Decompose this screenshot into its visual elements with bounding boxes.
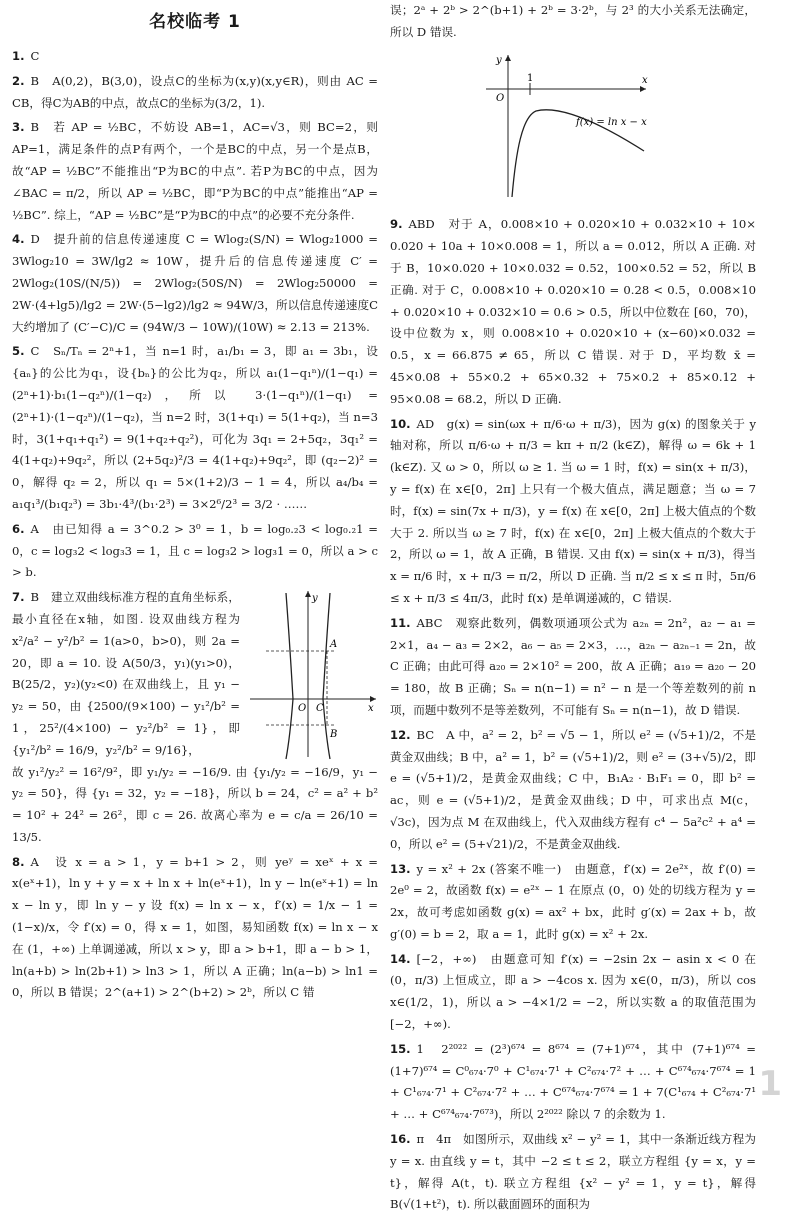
answer-13: [390, 859, 756, 946]
left-column: [12, 0, 378, 1007]
answer-number: 11.: [390, 615, 411, 630]
answer-10: [390, 414, 756, 610]
answer-1: [12, 46, 378, 68]
answer-12: [390, 725, 756, 856]
answer-text: π 4π 如图所示，双曲线 x² − y² = 1，其中一条渐近线方程为 y = x. 由直线 y = t，其中 −2 ≤ t ≤ 2，联立方程组 {y = x，y = t}，解得 A(t，t). 联立方程组 {x² − y² = 1，y = t}，解得 B(√(1+t²)，t). 所以截面圆环的面积为: [390, 1132, 756, 1212]
answer-number: 2.: [12, 73, 25, 88]
answer-15: [390, 1039, 756, 1126]
answer-9: [390, 214, 756, 410]
function-label: f(x) = ln x − x: [576, 116, 647, 128]
answer-7-text-top: [12, 587, 240, 761]
answer-number: 3.: [12, 120, 25, 135]
answer-text: BC A 中，a² = 2，b² = √5 − 1，所以 e² = (√5+1)/2，不是黄金双曲线；B 中，a² = 1，b² = (√5+1)/2，则 e² = (3+√5)/2，即 e = (√5+1)/2，是黄金双曲线；C 中，B₁A₂ · B₁F₁ = 0，即 b² = ac，则 e = (√5+1)/2，是黄金双曲线；D 中，可求出点 M(c，√3c)，因为点 M 在双曲线上，代入双曲线方程有 c⁴ − 5a²c² + a⁴ = 0，所以 e² = (5+√21)/2，不是黄金双曲线.: [390, 727, 756, 851]
answer-number: 16.: [390, 1132, 411, 1147]
tick-label-1: 1: [527, 72, 534, 84]
answer-number: 5.: [12, 344, 25, 359]
answer-text: ABD 对于 A，0.008×10 + 0.020×10 + 0.032×10 + 10× 0.020 + 10a + 10×0.008 = 1，所以 a = 0.012，所以 A 正确. 对于 B，10×0.020 + 10×0.032 = 0.52，100×0.52 = 52，所以 B 正确. 对于 C，0.008×10 + 0.020×10 = 0.28 < 0.5，0.008×10 + 0.020×10 + 0.032×10 = 0.6 > 0.5，所以中位数在 [60，70)，设中位数为 x，则 0.008×10 + 0.020×10 + (x−60)×0.032 = 0.5，x = 66.875 ≠ 65，所以 C 错误. 对于 D，平均数 x̄ = 45×0.08 + 55×0.2 + 65×0.32 + 75×0.2 + 85×0.12 + 95×0.08 = 68.2，所以 D 正确.: [390, 217, 756, 406]
answer-number: 12.: [390, 727, 411, 742]
answer-text: ABC 观察此数列，偶数项通项公式为 a₂ₙ = 2n²，a₂ − a₁ = 2×1，a₄ − a₃ = 2×2，a₆ − a₅ = 2×3，…，a₂ₙ − a₂ₙ₋₁ = 2n，故 C 正确；由此可得 a₂₀ = 2×10² = 200，故 A 正确；a₁₉ = a₂₀ − 20 = 180，故 B 正确；Sₙ = n(n−1) = n² − n 是一个等差数列的前 n 项，而题中数列不是等差数列，不可能有 Sₙ = n(n−1)，故 D 错误.: [390, 615, 756, 717]
point-label-c: C: [316, 703, 324, 715]
answer-text: D 提升前的信息传递速度 C = Wlog₂(S/N) = Wlog₂1000 = 3Wlog₂10 = 3W/lg2 ≈ 10W，提升后的信息传递速度 C′ = 2Wlog₂(10S/(N/5)) = 2Wlog₂(50S/N) = 2Wlog₂50000 = 2W·(4+lg5)/lg2 = 2W·(5−lg2)/lg2 ≈ 94W/3，所以信息传递速度C大约增加了 (C′−C)/C = (94W/3 − 10W)/(10W) ≈ 2.13 = 213%.: [12, 232, 378, 334]
axis-label-y: y: [496, 54, 502, 66]
hyperbola-figure: [244, 587, 380, 761]
answer-text: A 由已知得 a = 3^0.2 > 3⁰ = 1，b = log₀.₂3 < log₀.₂1 = 0，c = log₃2 < log₃3 = 1，且 c = log₃2 > log₃1 = 0，所以 a > c > b.: [12, 521, 378, 580]
axis-label-x: x: [368, 703, 374, 715]
answer-8: [12, 852, 378, 1005]
answer-number: 9.: [390, 217, 403, 232]
answer-text: y = x² + 2x (答案不唯一) 由题意，f′(x) = 2e²ˣ，故 f′(0) = 2e⁰ = 2，故函数 f(x) = e²ˣ − 1 在原点 (0，0) 处的切线方程为 y = 2x，故可考虑如函数 g(x) = ax² + bx，此时 g′(x) = 2ax + b，故 g′(0) = b = 2，取 a = 1，此时 g(x) = x² + 2x.: [390, 861, 756, 941]
log-function-figure: [390, 51, 756, 201]
answer-text: A 设 x = a > 1，y = b+1 > 2，则 yeʸ = xeˣ + x = x(eˣ+1)，ln y + y = x + ln x + ln(eˣ+1)，ln y − ln(eˣ+1) = ln x − ln y，即 ln y − y 设 f(x) = ln x − x，f′(x) = 1/x − 1 = (1−x)/x，令 f′(x) = 0，得 x = 1，如图，易知函数 f(x) = ln x − x 在 (1，+∞) 上单调递减，所以 x > y，即 a > b+1，即 a − b > 1，ln(a+b) > ln(2b+1) > ln3 > 1，所以 A 正确；ln(a−b) > ln1 = 0，所以 B 错误；2^(a+1) > 2^(b+2) > 2ᵇ，所以 C 错: [12, 854, 378, 1000]
point-label-a: A: [330, 639, 338, 651]
answer-text: C Sₙ/Tₙ = 2ⁿ+1，当 n=1 时，a₁/b₁ = 3，即 a₁ = 3b₁，设{aₙ}的公比为q₁，设{bₙ}的公比为q₂，所以 a₁(1−q₁ⁿ)/(1−q₁) = (2ⁿ+1)·b₁(1−q₂ⁿ)/(1−q₂)，所以 3·(1−q₁ⁿ)/(1−q₁) = (2ⁿ+1)·(1−q₂ⁿ)/(1−q₂)，当 n=2 时，3(1+q₁) = 5(1+q₂)，当 n=3 时，3(1+q₁+q₁²) = 9(1+q₂+q₂²)，可化为 3q₁ = 2+5q₂，3q₁² = 4(1+q₂)+9q₂²，所以 (2+5q₂)²/3 = 4(1+q₂)+9q₂²，即 (q₂−2)² = 0，解得 q₂ = 2，所以 q₁ = 5×(1+2)/3 − 1 = 4，所以 a₄/b₄ = a₁q₁³/(b₁q₂³) = 3b₁·4³/(b₁·2³) = 3×2⁶/2³ = 3/2 · ……: [12, 344, 378, 511]
answer-7: [12, 587, 378, 849]
right-column: [390, 0, 756, 1219]
answer-number: 7.: [12, 590, 25, 605]
answer-number: 4.: [12, 232, 25, 247]
answer-6: [12, 519, 378, 584]
answer-number: 15.: [390, 1041, 411, 1056]
answer-11: [390, 613, 756, 722]
answer-text: B A(0,2)，B(3,0)，设点C的坐标为(x,y)(x,y∈R)，则由 AC = CB，得C为AB的中点，故点C的坐标为(3/2，1).: [12, 73, 378, 110]
answer-number: 14.: [390, 951, 411, 966]
answer-4: [12, 229, 378, 338]
answer-text: C: [30, 49, 40, 63]
origin-label: O: [496, 92, 505, 104]
answer-text: [−2，+∞) 由题意可知 f′(x) = −2sin 2x − asin x < 0 在 (0，π/3) 上恒成立，即 a > −4cos x. 因为 x∈(0，π/3)，所以 cos x∈(1/2，1)，所以 a > −4×1/2 = −2，所以实数 a 的取值范围为 [−2，+∞).: [390, 951, 756, 1032]
axis-label-y: y: [312, 593, 318, 605]
answer-number: 13.: [390, 861, 411, 876]
answer-text: B 若 AP = ½BC，不妨设 AB=1，AC=√3，则 BC=2，则 AP=1，满足条件的点P有两个，一个是BC的中点，另一个是点B，故“AP = ½BC”不能推出“P为BC的中点”. 若P为BC的中点，因为∠BAC = π/2，所以 AP = ½BC，即“P为BC的中点”能推出“AP = ½BC”. 综上，“AP = ½BC”是“P为BC的中点”的必要不充分条件.: [12, 120, 378, 222]
answer-8-continued: 误；2ᵃ + 2ᵇ > 2^(b+1) + 2ᵇ = 3·2ᵇ，与 2³ 的大小关系无法确定，所以 D 错误.: [390, 3, 756, 39]
page-number: 1: [758, 1064, 782, 1104]
origin-label: O: [298, 703, 307, 715]
answer-16: [390, 1129, 756, 1216]
answer-number: 6.: [12, 521, 25, 536]
answer-2: [12, 71, 378, 115]
answer-7-text-bottom: 故 y₁²/y₂² = 16²/9²，即 y₁/y₂ = −16/9. 由 {y₁/y₂ = −16/9，y₁ − y₂ = 50}，得 {y₁ = 32，y₂ = −18}，所以 b = 24，c² = a² + b² = 10² + 24² = 26²，即 c = 26. 故离心率为 e = c/a = 26/10 = 13/5.: [12, 764, 378, 844]
page-title: 名校临考 1: [149, 12, 241, 32]
axis-label-x: x: [642, 74, 648, 86]
answer-5: [12, 341, 378, 515]
answer-number: 10.: [390, 416, 411, 431]
answer-text: 1 2²⁰²² = (2³)⁶⁷⁴ = 8⁶⁷⁴ = (7+1)⁶⁷⁴，其中 (7+1)⁶⁷⁴ = (1+7)⁶⁷⁴ = C⁰₆₇₄·7⁰ + C¹₆₇₄·7¹ + C²₆₇₄·7² + … + C⁶⁷⁴₆₇₄·7⁶⁷⁴ = 1 + C¹₆₇₄·7¹ + C²₆₇₄·7² + … + C⁶⁷⁴₆₇₄·7⁶⁷⁴ = 1 + 7(C¹₆₇₄ + C²₆₇₄·7¹ + … + C⁶⁷⁴₆₇₄·7⁶⁷³)，所以 2²⁰²² 除以 7 的余数为 1.: [390, 1041, 756, 1122]
answer-text: B 建立双曲线标准方程的直角坐标系，最小直径在x轴，如图. 设双曲线方程为 x²/a² − y²/b² = 1(a>0，b>0)，则 2a = 20，即 a = 10. 设 A(50/3，y₁)(y₁>0)，B(25/2，y₂)(y₂<0) 在双曲线上，且 y₁ − y₂ = 50，由 {2500/(9×100) − y₁²/b² = 1，25²/(4×100) − y₂²/b² = 1}，即 {y₁²/b² = 16/9，y₂²/b² = 9/16}，: [12, 590, 240, 757]
point-label-b: B: [330, 729, 338, 741]
answer-14: [390, 949, 756, 1036]
answer-3: [12, 117, 378, 226]
answer-text: AD g(x) = sin(ωx + π/6·ω + π/3)，因为 g(x) 的图象关于 y 轴对称，所以 π/6·ω + π/3 = kπ + π/2 (k∈Z)，解得 ω = 6k + 1 (k∈Z). 又 ω > 0，所以 ω ≥ 1. 当 ω = 1 时，f(x) = sin(x + π/3)，y = f(x) 在 x∈[0，2π] 上只有一个极大值点，满足题意；当 ω = 7 时，f(x) = sin(7x + π/3)，y = f(x) 在 x∈[0，2π] 上极大值点的个数大于 2. 所以当 ω ≥ 7 时，f(x) 在 x∈[0，2π] 上极大值点的个数大于 2，所以 ω = 1，故 A 正确，B 错误. 又由 f(x) = sin(x + π/3)，得当 x = π/6 时，x + π/3 = π/2，所以 D 正确. 当 π/2 ≤ x ≤ π 时，5π/6 ≤ x + π/3 ≤ 4π/3，此时 f(x) 是单调递减的，C 错误.: [390, 416, 756, 605]
answer-number: 1.: [12, 49, 25, 63]
answer-number: 8.: [12, 854, 25, 869]
